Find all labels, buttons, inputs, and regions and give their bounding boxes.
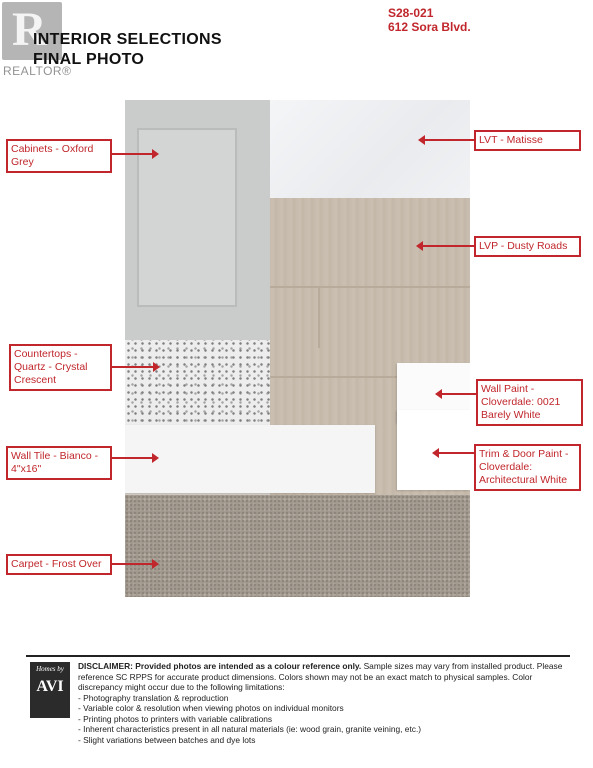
- page-title-line2: FINAL PHOTO: [33, 51, 145, 68]
- lot-info: [388, 6, 471, 34]
- realtor-logo-text: REALTOR®: [3, 64, 72, 78]
- list-item: - Variable color & resolution when viewing photos on individual monitors: [78, 703, 578, 714]
- lot-address: 612 Sora Blvd.: [388, 20, 471, 34]
- disclaimer-divider: [26, 655, 570, 657]
- callout-trim-paint: Trim & Door Paint - Cloverdale: Architectural White: [474, 444, 581, 491]
- callout-carpet: Carpet - Frost Over: [6, 554, 112, 575]
- carpet-sample: [125, 495, 470, 597]
- list-item: - Printing photos to printers with variable calibrations: [78, 714, 578, 725]
- list-item: - Photography translation & reproduction: [78, 693, 578, 704]
- disclaimer: [78, 661, 578, 745]
- page-title-line1: INTERIOR SELECTIONS: [33, 31, 222, 48]
- callout-lvt: LVT - Matisse: [474, 130, 581, 151]
- list-item: - Inherent characteristics present in all natural materials (ie: wood grain, granite veining, etc.): [78, 724, 578, 735]
- arrow-lvt: [420, 139, 474, 141]
- arrow-wall-paint: [437, 393, 476, 395]
- cabinet-door-sample: [125, 100, 270, 340]
- lvp-seam: [318, 288, 320, 348]
- lot-code: S28-021: [388, 6, 434, 20]
- arrow-countertops: [112, 366, 158, 368]
- arrow-lvp: [418, 245, 474, 247]
- disclaimer-body: Sample sizes may vary from installed product. Please reference SC RPPS for accurate product dimensions. Colors shown may not be an exact match to physical samples. Color discrepancy might occur due to the following limitations:: [78, 661, 563, 692]
- limitations-list: [78, 693, 578, 746]
- callout-wall-paint: Wall Paint - Cloverdale: 0021 Barely White: [476, 379, 583, 426]
- lvt-sample: [270, 100, 470, 198]
- arrow-wall-tile: [112, 457, 157, 459]
- callout-lvp: LVP - Dusty Roads: [474, 236, 581, 257]
- countertop-sample: [125, 340, 270, 425]
- lvp-seam: [270, 286, 470, 288]
- callout-cabinets: Cabinets - Oxford Grey: [6, 139, 112, 173]
- arrow-carpet: [112, 563, 157, 565]
- callout-countertops: Countertops - Quartz - Crystal Crescent: [9, 344, 112, 391]
- arrow-cabinets: [112, 153, 157, 155]
- disclaimer-intro: [78, 661, 578, 693]
- arrow-trim-paint: [434, 452, 474, 454]
- list-item: - Slight variations between batches and dye lots: [78, 735, 578, 746]
- wall-tile-sample: [125, 425, 375, 493]
- page-title: [33, 30, 222, 70]
- disclaimer-lead: DISCLAIMER: Provided photos are intended as a colour reference only.: [78, 661, 362, 671]
- realtor-logo-letter: R: [12, 3, 47, 56]
- samples-photo: [125, 100, 470, 597]
- homes-by-avi-logo: Homes by AVI: [30, 662, 70, 718]
- callout-wall-tile: Wall Tile - Bianco - 4"x16": [6, 446, 112, 480]
